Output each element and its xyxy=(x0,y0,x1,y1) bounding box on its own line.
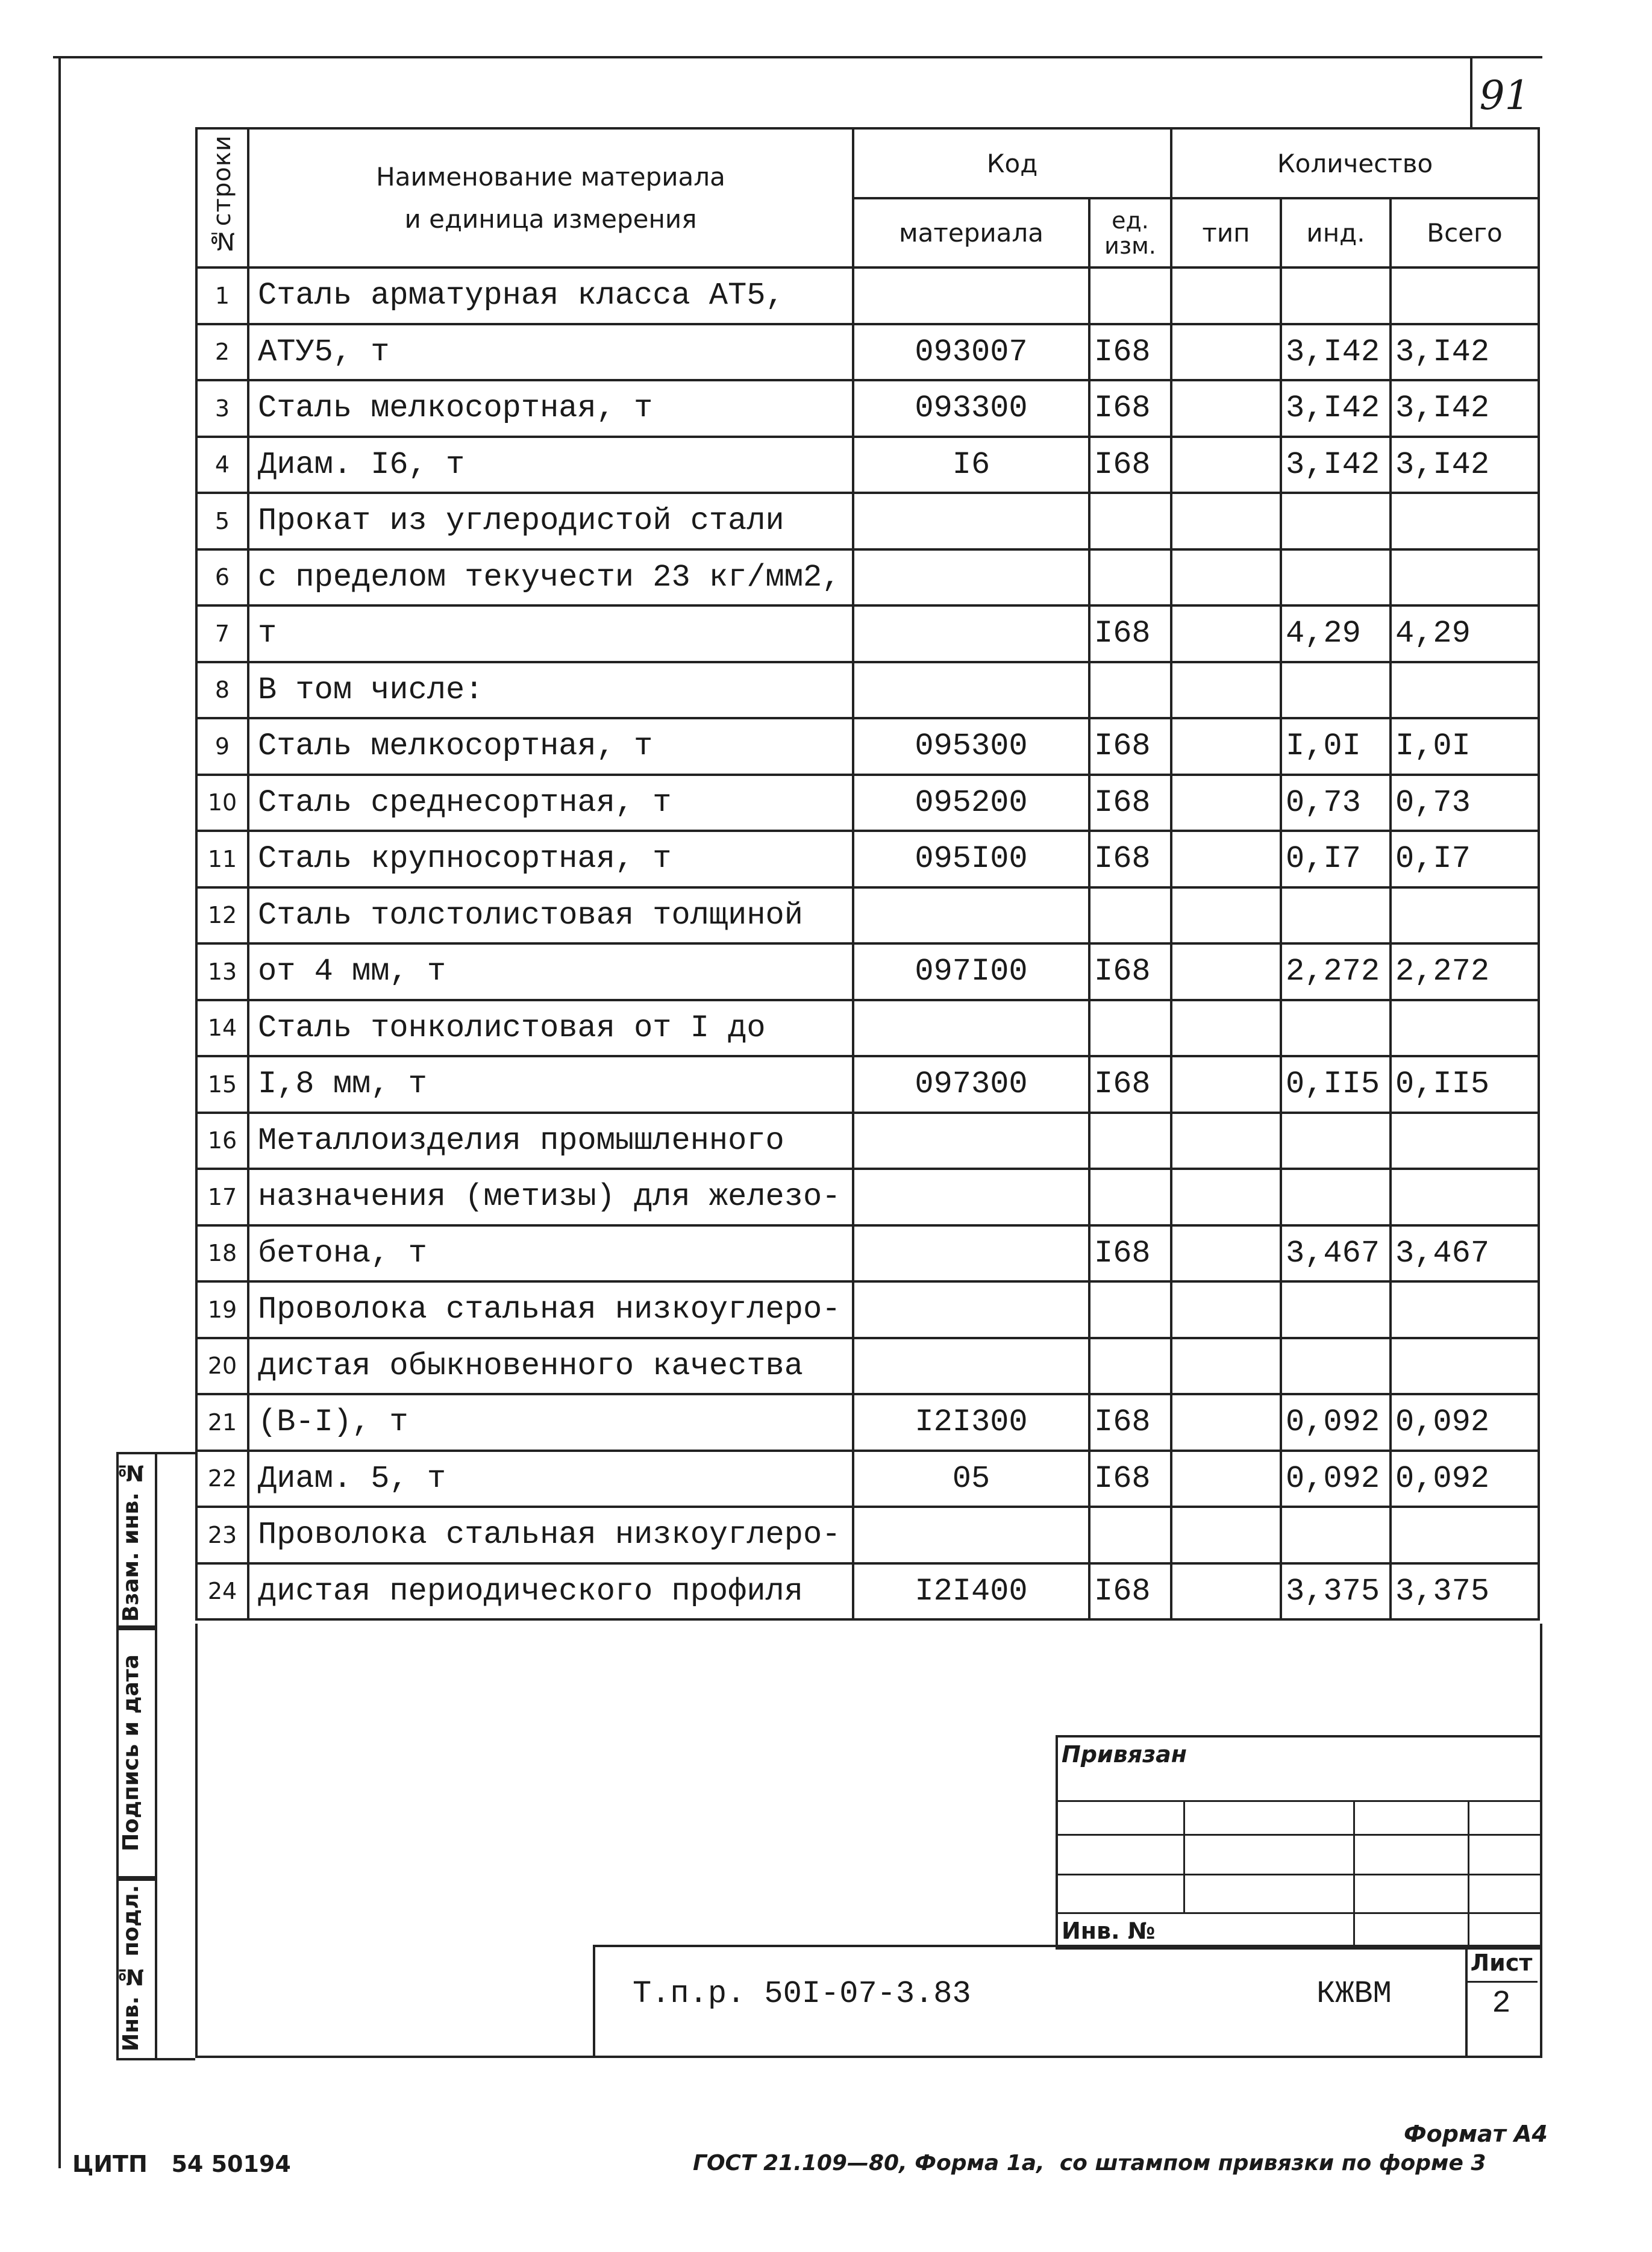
material-code-cell: 05 xyxy=(853,1451,1089,1507)
header-code: Код xyxy=(853,128,1171,198)
material-name-cell: т xyxy=(248,605,853,662)
qty-ind-cell: 3,I42 xyxy=(1281,437,1391,493)
qty-total-cell xyxy=(1391,493,1539,549)
frame-left-line xyxy=(58,56,61,2168)
qty-type-cell xyxy=(1171,1225,1281,1282)
qty-type-cell xyxy=(1171,1113,1281,1169)
unit-code-cell xyxy=(1089,1169,1171,1225)
qty-ind-cell: 0,092 xyxy=(1281,1451,1391,1507)
qty-total-cell: 0,092 xyxy=(1391,1394,1539,1451)
material-name-cell: от 4 мм, т xyxy=(248,943,853,1000)
header-code-material: материала xyxy=(853,198,1089,267)
qty-total-cell xyxy=(1391,662,1539,719)
qty-total-cell: 0,II5 xyxy=(1391,1056,1539,1113)
row-number-cell: 10 xyxy=(196,775,248,831)
qty-total-cell: 3,375 xyxy=(1391,1563,1539,1620)
material-code-cell: I6 xyxy=(853,437,1089,493)
qty-ind-cell xyxy=(1281,1113,1391,1169)
material-code-cell xyxy=(853,887,1089,944)
qty-ind-cell: I,0I xyxy=(1281,718,1391,775)
qty-type-cell xyxy=(1171,1338,1281,1395)
material-code-cell: I2I300 xyxy=(853,1394,1089,1451)
side-label-inv-podl: Инв. № подл. xyxy=(119,1884,143,2052)
side-strip-empty-column xyxy=(155,1452,195,2060)
row-number-cell: 3 xyxy=(196,380,248,437)
row-number-cell: 24 xyxy=(196,1563,248,1620)
header-qty-total: Всего xyxy=(1391,198,1539,267)
row-number-cell: 6 xyxy=(196,549,248,606)
qty-total-cell: 3,467 xyxy=(1391,1225,1539,1282)
unit-code-cell xyxy=(1089,1113,1171,1169)
row-number-cell: 1 xyxy=(196,267,248,324)
material-name-cell: АТУ5, т xyxy=(248,324,853,381)
qty-type-cell xyxy=(1171,267,1281,324)
qty-type-cell xyxy=(1171,887,1281,944)
qty-ind-cell: 3,467 xyxy=(1281,1225,1391,1282)
side-strip-vzam xyxy=(116,1452,157,1630)
qty-total-cell: 2,272 xyxy=(1391,943,1539,1000)
qty-total-cell: 0,73 xyxy=(1391,775,1539,831)
unit-code-cell: I68 xyxy=(1089,380,1171,437)
qty-total-cell xyxy=(1391,887,1539,944)
header-code-unit: ед. изм. xyxy=(1089,198,1171,267)
material-spec-table xyxy=(195,127,1540,1621)
sheet-number: 2 xyxy=(1492,1986,1511,2021)
document-mark: КЖВМ xyxy=(1316,1976,1392,2012)
unit-code-cell: I68 xyxy=(1089,1225,1171,1282)
qty-type-cell xyxy=(1171,775,1281,831)
qty-type-cell xyxy=(1171,1056,1281,1113)
unit-code-cell: I68 xyxy=(1089,718,1171,775)
qty-ind-cell: 0,092 xyxy=(1281,1394,1391,1451)
unit-code-cell xyxy=(1089,1338,1171,1395)
material-code-cell xyxy=(853,662,1089,719)
unit-code-cell: I68 xyxy=(1089,1563,1171,1620)
row-number-cell: 20 xyxy=(196,1338,248,1395)
qty-total-cell: 0,I7 xyxy=(1391,831,1539,887)
qty-total-cell xyxy=(1391,1000,1539,1057)
material-code-cell xyxy=(853,1507,1089,1563)
row-number-cell: 22 xyxy=(196,1451,248,1507)
material-name-cell: Диам. I6, т xyxy=(248,437,853,493)
row-number-cell: 17 xyxy=(196,1169,248,1225)
row-number-cell: 15 xyxy=(196,1056,248,1113)
row-number-cell: 23 xyxy=(196,1507,248,1563)
qty-total-cell xyxy=(1391,1169,1539,1225)
qty-ind-cell xyxy=(1281,1169,1391,1225)
qty-total-cell xyxy=(1391,267,1539,324)
table-row xyxy=(196,493,1539,549)
table-row xyxy=(196,1113,1539,1169)
table-row xyxy=(196,662,1539,719)
qty-ind-cell: 0,73 xyxy=(1281,775,1391,831)
unit-code-cell xyxy=(1089,1281,1171,1338)
stamp-line xyxy=(1353,1800,1355,1945)
stamp-inv-label: Инв. № xyxy=(1062,1918,1156,1944)
row-number-cell: 18 xyxy=(196,1225,248,1282)
side-strip-inv-podl xyxy=(116,1876,157,2060)
material-name-cell: Сталь мелкосортная, т xyxy=(248,380,853,437)
row-number-cell: 9 xyxy=(196,718,248,775)
material-code-cell: 097I00 xyxy=(853,943,1089,1000)
material-code-cell xyxy=(853,605,1089,662)
qty-type-cell xyxy=(1171,1169,1281,1225)
unit-code-cell xyxy=(1089,662,1171,719)
table-row xyxy=(196,267,1539,324)
table-row xyxy=(196,1338,1539,1395)
qty-ind-cell xyxy=(1281,1338,1391,1395)
material-code-cell: 095300 xyxy=(853,718,1089,775)
unit-code-cell: I68 xyxy=(1089,775,1171,831)
row-number-cell: 13 xyxy=(196,943,248,1000)
side-strip-podpis xyxy=(116,1625,157,1881)
qty-type-cell xyxy=(1171,380,1281,437)
material-code-cell xyxy=(853,1000,1089,1057)
table-row xyxy=(196,887,1539,944)
qty-type-cell xyxy=(1171,831,1281,887)
material-code-cell: 093300 xyxy=(853,380,1089,437)
row-number-cell: 14 xyxy=(196,1000,248,1057)
row-number-cell: 16 xyxy=(196,1113,248,1169)
unit-code-cell: I68 xyxy=(1089,324,1171,381)
table-row xyxy=(196,1169,1539,1225)
qty-type-cell xyxy=(1171,1000,1281,1057)
material-code-cell: I2I400 xyxy=(853,1563,1089,1620)
material-code-cell xyxy=(853,267,1089,324)
material-name-cell: Сталь толстолистовая толщиной xyxy=(248,887,853,944)
material-code-cell xyxy=(853,1338,1089,1395)
unit-code-cell: I68 xyxy=(1089,437,1171,493)
qty-ind-cell xyxy=(1281,662,1391,719)
material-code-cell: 095I00 xyxy=(853,831,1089,887)
material-name-cell: дистая обыкновенного качества xyxy=(248,1338,853,1395)
unit-code-cell xyxy=(1089,887,1171,944)
qty-type-cell xyxy=(1171,437,1281,493)
qty-type-cell xyxy=(1171,1507,1281,1563)
table-row xyxy=(196,1281,1539,1338)
table-row xyxy=(196,1451,1539,1507)
row-number-cell: 11 xyxy=(196,831,248,887)
material-name-cell: Сталь арматурная класса АТ5, xyxy=(248,267,853,324)
table-row xyxy=(196,1225,1539,1282)
qty-ind-cell: 4,29 xyxy=(1281,605,1391,662)
qty-ind-cell xyxy=(1281,1000,1391,1057)
citp-code: ЦИТП 54 50194 xyxy=(72,2151,291,2177)
unit-code-cell xyxy=(1089,1000,1171,1057)
qty-type-cell xyxy=(1171,1563,1281,1620)
qty-type-cell xyxy=(1171,324,1281,381)
qty-type-cell xyxy=(1171,662,1281,719)
qty-ind-cell: 3,I42 xyxy=(1281,324,1391,381)
qty-type-cell xyxy=(1171,493,1281,549)
table-row xyxy=(196,1394,1539,1451)
qty-total-cell xyxy=(1391,1338,1539,1395)
qty-ind-cell xyxy=(1281,493,1391,549)
qty-ind-cell xyxy=(1281,887,1391,944)
table-row xyxy=(196,1563,1539,1620)
table-row xyxy=(196,1056,1539,1113)
material-name-cell: Проволока стальная низкоуглеро- xyxy=(248,1281,853,1338)
row-number-cell: 4 xyxy=(196,437,248,493)
unit-code-cell: I68 xyxy=(1089,831,1171,887)
material-name-cell: Прокат из углеродистой стали xyxy=(248,493,853,549)
page-number: 91 xyxy=(1479,72,1530,119)
stamp-line xyxy=(1183,1800,1185,1912)
header-qty-ind: инд. xyxy=(1281,198,1391,267)
qty-type-cell xyxy=(1171,1394,1281,1451)
format-label: Формат А4 xyxy=(1404,2121,1548,2147)
qty-total-cell: 3,I42 xyxy=(1391,380,1539,437)
header-quantity: Количество xyxy=(1171,128,1539,198)
table-row xyxy=(196,718,1539,775)
table-body xyxy=(196,267,1539,1619)
material-code-cell xyxy=(853,1169,1089,1225)
qty-total-cell xyxy=(1391,1113,1539,1169)
table-row xyxy=(196,1507,1539,1563)
material-name-cell: Сталь тонколистовая от I до xyxy=(248,1000,853,1057)
qty-ind-cell: 3,I42 xyxy=(1281,380,1391,437)
table-row xyxy=(196,943,1539,1000)
qty-type-cell xyxy=(1171,605,1281,662)
qty-ind-cell: 3,375 xyxy=(1281,1563,1391,1620)
table-row xyxy=(196,437,1539,493)
qty-total-cell: I,0I xyxy=(1391,718,1539,775)
side-label-podpis: Подпись и дата xyxy=(119,1654,143,1852)
material-name-cell: Проволока стальная низкоуглеро- xyxy=(248,1507,853,1563)
unit-code-cell: I68 xyxy=(1089,1394,1171,1451)
qty-ind-cell xyxy=(1281,1281,1391,1338)
qty-total-cell: 3,I42 xyxy=(1391,437,1539,493)
table-row xyxy=(196,380,1539,437)
table-row xyxy=(196,605,1539,662)
stamp-title: Привязан xyxy=(1062,1741,1187,1768)
material-name-cell: Металлоизделия промышленного xyxy=(248,1113,853,1169)
qty-ind-cell xyxy=(1281,549,1391,606)
material-name-cell: бетона, т xyxy=(248,1225,853,1282)
table-row xyxy=(196,549,1539,606)
qty-total-cell: 3,I42 xyxy=(1391,324,1539,381)
material-name-cell: I,8 мм, т xyxy=(248,1056,853,1113)
row-number-cell: 21 xyxy=(196,1394,248,1451)
material-code-cell: 095200 xyxy=(853,775,1089,831)
table-row xyxy=(196,324,1539,381)
stamp-line xyxy=(1468,1800,1469,1945)
material-name-cell: (В-I), т xyxy=(248,1394,853,1451)
unit-code-cell xyxy=(1089,549,1171,606)
unit-code-cell xyxy=(1089,267,1171,324)
material-name-cell: Диам. 5, т xyxy=(248,1451,853,1507)
unit-code-cell xyxy=(1089,1507,1171,1563)
qty-ind-cell: 2,272 xyxy=(1281,943,1391,1000)
qty-ind-cell xyxy=(1281,1507,1391,1563)
material-name-cell: В том числе: xyxy=(248,662,853,719)
header-qty-type: тип xyxy=(1171,198,1281,267)
unit-code-cell: I68 xyxy=(1089,943,1171,1000)
qty-type-cell xyxy=(1171,1281,1281,1338)
table-row xyxy=(196,831,1539,887)
unit-code-cell: I68 xyxy=(1089,605,1171,662)
qty-ind-cell: 0,I7 xyxy=(1281,831,1391,887)
document-code: Т.п.р. 50I-07-3.83 xyxy=(633,1976,971,2012)
material-name-cell: дистая периодического профиля xyxy=(248,1563,853,1620)
table-row xyxy=(196,775,1539,831)
unit-code-cell xyxy=(1089,493,1171,549)
sheet-label: Лист xyxy=(1465,1950,1538,1983)
row-number-cell: 8 xyxy=(196,662,248,719)
material-name-cell: Сталь среднесортная, т xyxy=(248,775,853,831)
unit-code-cell: I68 xyxy=(1089,1056,1171,1113)
qty-type-cell xyxy=(1171,549,1281,606)
qty-type-cell xyxy=(1171,718,1281,775)
material-name-cell: назначения (метизы) для железо- xyxy=(248,1169,853,1225)
material-code-cell xyxy=(853,1225,1089,1282)
gost-reference: ГОСТ 21.109—80, Форма 1а, со штампом привязки по форме 3 xyxy=(693,2151,1486,2175)
qty-ind-cell xyxy=(1281,267,1391,324)
material-code-cell xyxy=(853,493,1089,549)
header-material-name: Наименование материала и единица измерения xyxy=(248,128,853,267)
frame-top-line xyxy=(53,56,1542,58)
qty-total-cell: 4,29 xyxy=(1391,605,1539,662)
qty-total-cell xyxy=(1391,1281,1539,1338)
unit-code-cell: I68 xyxy=(1089,1451,1171,1507)
material-code-cell: 093007 xyxy=(853,324,1089,381)
qty-ind-cell: 0,II5 xyxy=(1281,1056,1391,1113)
material-code-cell xyxy=(853,549,1089,606)
qty-type-cell xyxy=(1171,943,1281,1000)
material-name-cell: с пределом текучести 23 кг/мм2, xyxy=(248,549,853,606)
side-label-vzam: Взам. инв. № xyxy=(119,1460,143,1622)
material-code-cell: 097300 xyxy=(853,1056,1089,1113)
qty-total-cell: 0,092 xyxy=(1391,1451,1539,1507)
qty-total-cell xyxy=(1391,1507,1539,1563)
material-code-cell xyxy=(853,1113,1089,1169)
row-number-cell: 19 xyxy=(196,1281,248,1338)
table-row xyxy=(196,1000,1539,1057)
row-number-cell: 12 xyxy=(196,887,248,944)
qty-type-cell xyxy=(1171,1451,1281,1507)
material-name-cell: Сталь мелкосортная, т xyxy=(248,718,853,775)
row-number-cell: 5 xyxy=(196,493,248,549)
row-number-cell: 7 xyxy=(196,605,248,662)
material-code-cell xyxy=(853,1281,1089,1338)
row-number-cell: 2 xyxy=(196,324,248,381)
qty-total-cell xyxy=(1391,549,1539,606)
header-row-number: №строки xyxy=(196,128,248,267)
material-name-cell: Сталь крупносортная, т xyxy=(248,831,853,887)
